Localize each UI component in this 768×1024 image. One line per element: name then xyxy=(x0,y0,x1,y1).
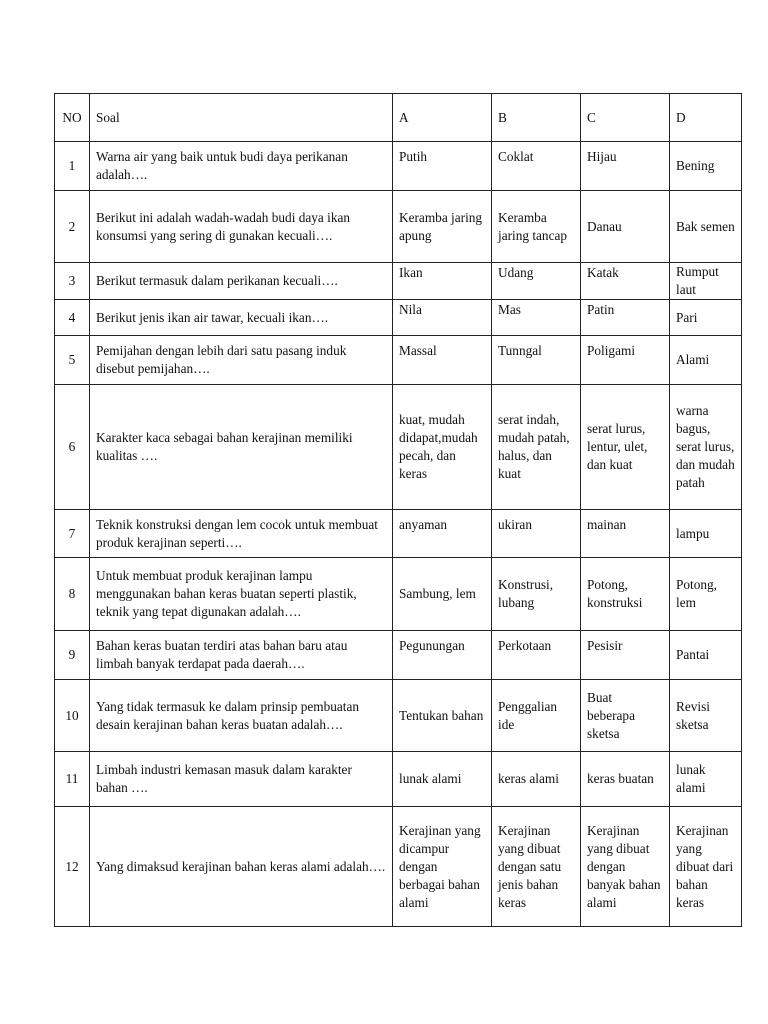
option-d: lunak alami xyxy=(670,752,742,807)
option-b: Penggalian ide xyxy=(492,680,581,752)
option-b: Udang xyxy=(492,263,581,300)
option-a: anyaman xyxy=(393,510,492,558)
option-a: Pegunungan xyxy=(393,631,492,680)
header-no: NO xyxy=(55,94,90,142)
option-d: warna bagus, serat lurus, dan mudah patah xyxy=(670,385,742,510)
row-number: 9 xyxy=(55,631,90,680)
option-a: Kerajinan yang dicampur dengan berbagai bahan alami xyxy=(393,807,492,927)
option-c: Patin xyxy=(581,300,670,336)
option-c: mainan xyxy=(581,510,670,558)
question-text: Warna air yang baik untuk budi daya perikanan adalah…. xyxy=(90,142,393,191)
option-d: Rumput laut xyxy=(670,263,742,300)
option-a: Nila xyxy=(393,300,492,336)
option-c: Danau xyxy=(581,191,670,263)
row-number: 2 xyxy=(55,191,90,263)
option-b: Konstrusi, lubang xyxy=(492,558,581,631)
table-row xyxy=(55,191,742,263)
option-d: Bak semen xyxy=(670,191,742,263)
option-b: Perkotaan xyxy=(492,631,581,680)
question-text: Yang dimaksud kerajinan bahan keras alami adalah…. xyxy=(90,807,393,927)
row-number: 5 xyxy=(55,336,90,385)
question-text: Untuk membuat produk kerajinan lampu menggunakan bahan keras buatan seperti plastik, teknik yang tepat digunakan adalah…. xyxy=(90,558,393,631)
row-number: 1 xyxy=(55,142,90,191)
row-number: 3 xyxy=(55,263,90,300)
option-b: Mas xyxy=(492,300,581,336)
option-c: Katak xyxy=(581,263,670,300)
option-a: Keramba jaring apung xyxy=(393,191,492,263)
question-text: Berikut ini adalah wadah-wadah budi daya ikan konsumsi yang sering di gunakan kecuali…. xyxy=(90,191,393,263)
option-a: Tentukan bahan xyxy=(393,680,492,752)
table-row xyxy=(55,142,742,191)
option-d: Pari xyxy=(670,300,742,336)
option-d: Kerajinan yang dibuat dari bahan keras xyxy=(670,807,742,927)
row-number: 11 xyxy=(55,752,90,807)
header-b: B xyxy=(492,94,581,142)
table-row xyxy=(55,631,742,680)
option-d: Potong, lem xyxy=(670,558,742,631)
question-text: Bahan keras buatan terdiri atas bahan baru atau limbah banyak terdapat pada daerah…. xyxy=(90,631,393,680)
option-d: Alami xyxy=(670,336,742,385)
option-b: serat indah, mudah patah, halus, dan kuat xyxy=(492,385,581,510)
option-a: Sambung, lem xyxy=(393,558,492,631)
question-table xyxy=(54,93,742,927)
option-a: kuat, mudah didapat,mudah pecah, dan keras xyxy=(393,385,492,510)
option-c: Poligami xyxy=(581,336,670,385)
option-a: Putih xyxy=(393,142,492,191)
option-c: Hijau xyxy=(581,142,670,191)
question-text: Pemijahan dengan lebih dari satu pasang induk disebut pemijahan…. xyxy=(90,336,393,385)
table-row xyxy=(55,336,742,385)
option-b: Kerajinan yang dibuat dengan satu jenis bahan keras xyxy=(492,807,581,927)
header-soal: Soal xyxy=(90,94,393,142)
option-b: Keramba jaring tancap xyxy=(492,191,581,263)
question-text: Berikut termasuk dalam perikanan kecuali…. xyxy=(90,263,393,300)
option-c: keras buatan xyxy=(581,752,670,807)
table-row xyxy=(55,752,742,807)
question-text: Limbah industri kemasan masuk dalam karakter bahan …. xyxy=(90,752,393,807)
option-a: Massal xyxy=(393,336,492,385)
question-sheet xyxy=(54,93,742,927)
option-b: ukiran xyxy=(492,510,581,558)
header-d: D xyxy=(670,94,742,142)
question-text: Yang tidak termasuk ke dalam prinsip pembuatan desain kerajinan bahan keras buatan adalah…. xyxy=(90,680,393,752)
row-number: 4 xyxy=(55,300,90,336)
option-d: Pantai xyxy=(670,631,742,680)
option-d: Revisi sketsa xyxy=(670,680,742,752)
header-c: C xyxy=(581,94,670,142)
option-c: Pesisir xyxy=(581,631,670,680)
row-number: 7 xyxy=(55,510,90,558)
option-d: Bening xyxy=(670,142,742,191)
option-c: Buat beberapa sketsa xyxy=(581,680,670,752)
row-number: 8 xyxy=(55,558,90,631)
option-a: Ikan xyxy=(393,263,492,300)
table-row xyxy=(55,385,742,510)
table-row xyxy=(55,680,742,752)
row-number: 10 xyxy=(55,680,90,752)
option-b: Tunngal xyxy=(492,336,581,385)
option-d: lampu xyxy=(670,510,742,558)
question-text: Berikut jenis ikan air tawar, kecuali ikan…. xyxy=(90,300,393,336)
table-row xyxy=(55,807,742,927)
option-b: keras alami xyxy=(492,752,581,807)
question-text: Karakter kaca sebagai bahan kerajinan memiliki kualitas …. xyxy=(90,385,393,510)
table-row xyxy=(55,263,742,300)
option-c: Potong, konstruksi xyxy=(581,558,670,631)
option-c: Kerajinan yang dibuat dengan banyak bahan alami xyxy=(581,807,670,927)
row-number: 12 xyxy=(55,807,90,927)
header-row xyxy=(55,94,742,142)
table-row xyxy=(55,510,742,558)
option-c: serat lurus, lentur, ulet, dan kuat xyxy=(581,385,670,510)
table-row xyxy=(55,300,742,336)
question-text: Teknik konstruksi dengan lem cocok untuk membuat produk kerajinan seperti…. xyxy=(90,510,393,558)
option-a: lunak alami xyxy=(393,752,492,807)
row-number: 6 xyxy=(55,385,90,510)
option-b: Coklat xyxy=(492,142,581,191)
header-a: A xyxy=(393,94,492,142)
table-row xyxy=(55,558,742,631)
